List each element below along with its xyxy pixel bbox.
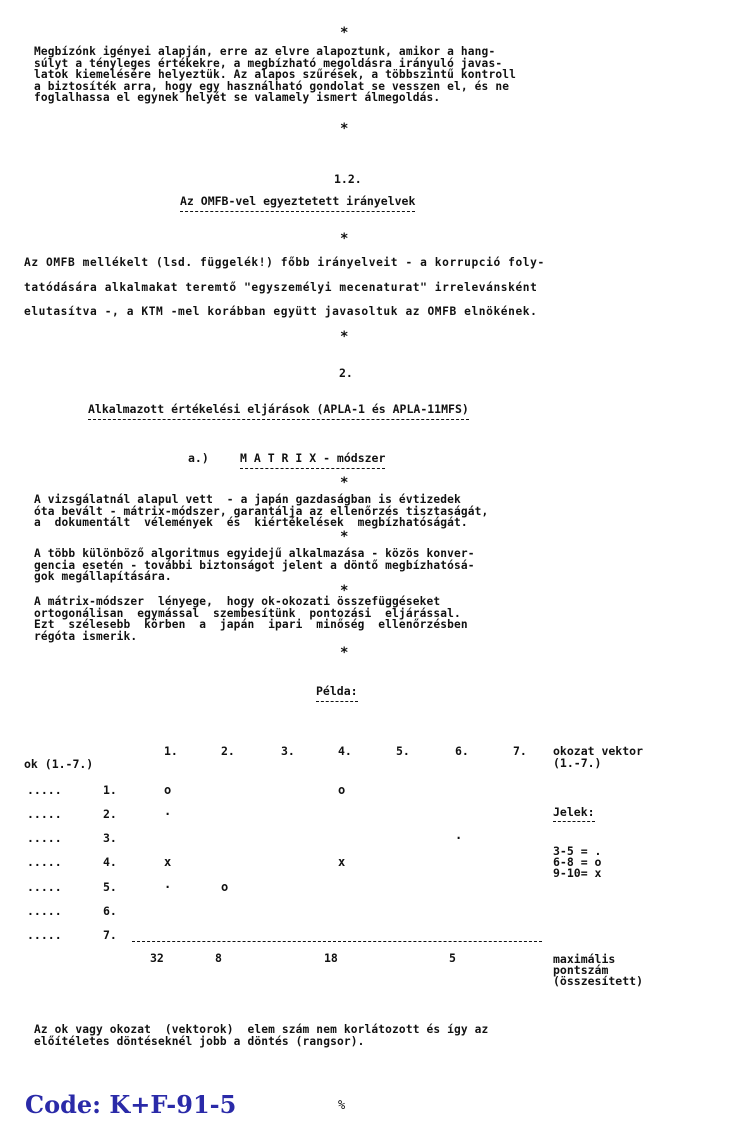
intro-paragraph (34, 46, 699, 104)
row-label: 4. (103, 855, 117, 869)
row-dots: ..... (27, 831, 62, 845)
matrix-mark: o (221, 880, 229, 894)
matrix-mark: o (164, 783, 172, 797)
row-label: 5. (103, 880, 117, 894)
row-label: 2. (103, 807, 117, 821)
legend-entry: 3-5 = . (553, 844, 602, 858)
totals-label: maximális (553, 952, 616, 966)
column-axis-range: (1.-7.) (553, 756, 602, 770)
section-number: 1.2. (334, 172, 362, 186)
matrix-p2-line: gencia esetén - további biztonságot jelent a döntő megbízhatósá- (34, 558, 475, 572)
matrix-p2-line: gok megállapítására. (34, 570, 172, 583)
matrix-p2-line: A több különböző algoritmus egyidejű alkalmazása - közös konver- (34, 547, 475, 560)
subsection-prefix: a.) (188, 451, 209, 465)
row-dots: ..... (27, 904, 62, 918)
separator-star: * (340, 25, 349, 41)
column-total: 5 (449, 951, 456, 965)
example-title: Példa: (316, 684, 358, 702)
column-header: 7. (513, 744, 527, 758)
row-label: 7. (103, 928, 117, 942)
separator-star: * (340, 121, 349, 137)
row-dots: ..... (27, 807, 62, 821)
matrix-p1-line: a dokumentált vélemények és kiértékelések megbízhatóságát. (34, 516, 468, 529)
legend-entry: 6-8 = o (553, 855, 602, 869)
column-header: 2. (221, 744, 235, 758)
intro-line: a biztosíték arra, hogy egy használható gondolat se vesszen el, és ne (34, 79, 510, 93)
omfb-line-3: elutasítva -, a KTM -mel korábban együtt javasoltuk az OMFB elnökének. (24, 305, 538, 318)
separator-star: * (340, 231, 349, 247)
matrix-mark: x (164, 855, 172, 869)
column-total: 32 (150, 951, 164, 965)
closing-line: Az ok vagy okozat (vektorok) elem szám nem korlátozott és így az (34, 1023, 489, 1036)
matrix-p3-line: ortogonálisan egymással szembesítünk pontozási eljárással. (34, 606, 461, 620)
closing-paragraph (34, 1024, 699, 1047)
row-dots: ..... (27, 928, 62, 942)
column-header: 3. (281, 744, 295, 758)
row-label: 1. (103, 783, 117, 797)
separator-star: * (340, 645, 349, 661)
column-axis-label: okozat vektor (553, 744, 644, 758)
omfb-line-2: tatódására alkalmakat teremtő "egyszemélyi mecenaturat" irrelevánsként (24, 281, 538, 294)
matrix-p3-line: Ezt szélesebb körben a japán ipari minőség ellenőrzésben (34, 618, 468, 631)
matrix-mark: . (455, 828, 463, 842)
matrix-paragraph-1 (34, 494, 699, 529)
subsection-title: M A T R I X - módszer (240, 451, 385, 469)
matrix-p1-line: óta bevált - mátrix-módszer, garantálja az ellenőrzés tisztaságát, (34, 504, 489, 518)
intro-line: Megbízónk igényei alapján, erre az elvre alapoztunk, amikor a hang- (34, 45, 496, 58)
row-label: 6. (103, 904, 117, 918)
totals-label: (összesített) (553, 974, 644, 988)
row-dots: ..... (27, 783, 62, 797)
matrix-p1-line: A vizsgálatnál alapul vett - a japán gazdaságban is évtizedek (34, 493, 461, 506)
omfb-line-1: Az OMFB mellékelt (lsd. függelék!) főbb irányelveit - a korrupció foly- (24, 256, 545, 269)
legend-entry: 9-10= x (553, 866, 602, 880)
intro-line: foglalhassa el egynek helyét se valamely ismert álmegoldás. (34, 91, 441, 104)
intro-line: súlyt a tényleges értékekre, a megbízható megoldásra irányuló javas- (34, 56, 503, 70)
separator-star: * (340, 583, 349, 599)
column-total: 8 (215, 951, 222, 965)
matrix-p3-line: A mátrix-módszer lényege, hogy ok-okozati összefüggéseket (34, 595, 441, 608)
legend-title: Jelek: (553, 806, 595, 822)
column-header: 4. (338, 744, 352, 758)
section-title: Az OMFB-vel egyeztetett irányelvek (180, 194, 415, 212)
matrix-mark: o (338, 783, 346, 797)
matrix-p3-line: régóta ismerik. (34, 629, 138, 643)
matrix-mark: . (164, 877, 172, 891)
column-header: 6. (455, 744, 469, 758)
intro-line: latok kiemelésére helyeztük. Az alapos szűrések, a többszintű kontroll (34, 68, 516, 81)
matrix-paragraph-2 (34, 548, 699, 583)
closing-line: előítéletes döntéseknél jobb a döntés (rangsor). (34, 1034, 365, 1048)
row-dots: ..... (27, 880, 62, 894)
separator-star: * (340, 529, 349, 545)
totals-divider (132, 941, 542, 942)
document-code: Code: K+F-91-5 (25, 1090, 237, 1119)
column-header: 5. (396, 744, 410, 758)
row-label: 3. (103, 831, 117, 845)
row-dots: ..... (27, 855, 62, 869)
column-total: 18 (324, 951, 338, 965)
row-axis-label: ok (1.-7.) (24, 757, 94, 771)
matrix-paragraph-3 (34, 596, 699, 642)
matrix-mark: x (338, 855, 346, 869)
separator-star: * (340, 475, 349, 491)
matrix-mark: . (164, 804, 172, 818)
percent-mark: % (338, 1098, 346, 1112)
column-header: 1. (164, 744, 178, 758)
section-number: 2. (339, 366, 353, 380)
section-title: Alkalmazott értékelési eljárások (APLA-1 és APLA-11MFS) (88, 402, 469, 420)
separator-star: * (340, 329, 349, 345)
totals-label: pontszám (553, 963, 609, 977)
